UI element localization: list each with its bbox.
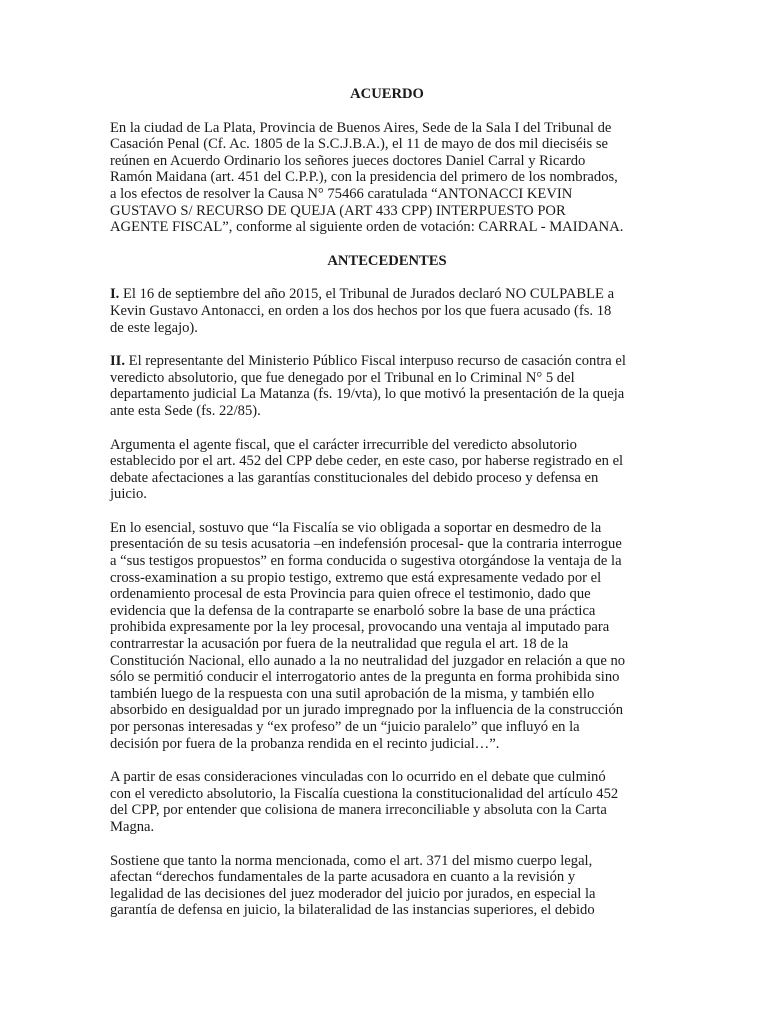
text-line: Casación Penal (Cf. Ac. 1805 de la S.C.J.B.A.), el 11 de mayo de dos mil dieciséis se bbox=[110, 136, 608, 153]
sostiene-paragraph bbox=[110, 853, 658, 919]
text-line: también luego de la respuesta con una sutil aprobación de la misma, y también ello bbox=[110, 685, 595, 702]
text-line: ante esta Sede (fs. 22/85). bbox=[110, 402, 261, 419]
partir-paragraph bbox=[110, 769, 658, 835]
intro-paragraph bbox=[110, 120, 658, 236]
text-line: absorbido en desigualdad por un jurado impregnado por la influencia de la construcción bbox=[110, 702, 624, 719]
text-line bbox=[110, 286, 658, 303]
text-line: a los efectos de resolver la Causa N° 75466 caratulada “ANTONACCI KEVIN bbox=[110, 185, 573, 202]
text-line: a “sus testigos propuestos” en forma conducida o sugestiva otorgándose la ventaja de la bbox=[110, 553, 622, 570]
text-line: con el veredicto absolutorio, la Fiscalía cuestiona la constitucionalidad del artículo 452 bbox=[110, 785, 619, 802]
text-line: cross-examination a su propio testigo, extremo que está expresamente vedado por el bbox=[110, 569, 602, 586]
text-line: reúnen en Acuerdo Ordinario los señores jueces doctores Daniel Carral y Ricardo bbox=[110, 152, 586, 169]
text-line: decisión por fuera de la probanza rendida en el recinto judicial…”. bbox=[110, 735, 500, 752]
text-line: Magna. bbox=[110, 818, 155, 835]
text-line: Kevin Gustavo Antonacci, en orden a los dos hechos por los que fuera acusado (fs. 18 bbox=[110, 302, 612, 319]
text-line: legalidad de las decisiones del juez moderador del juicio por jurados, en especial la bbox=[110, 885, 596, 902]
document-title: ACUERDO bbox=[350, 86, 424, 102]
document-body bbox=[110, 86, 658, 936]
text-line: presentación de su tesis acusatoria –en indefensión procesal- que la contraria interrogue bbox=[110, 536, 622, 553]
text-line: Ramón Maidana (art. 451 del C.P.P.), con la presidencia del primero de los nombrados, bbox=[110, 169, 618, 186]
text-line: del CPP, por entender que colisiona de manera irreconciliable y absoluta con la Carta bbox=[110, 802, 607, 819]
text-line: garantía de defensa en juicio, la bilateralidad de las instancias superiores, el debido bbox=[110, 902, 595, 919]
item-text: El 16 de septiembre del año 2015, el Tribunal de Jurados declaró NO CULPABLE a bbox=[119, 286, 615, 303]
text-line: departamento judicial La Matanza (fs. 19/vta), lo que motivó la presentación de la queja bbox=[110, 386, 625, 403]
text-line: En lo esencial, sostuvo que “la Fiscalía se vio obligada a soportar en desmedro de la bbox=[110, 519, 602, 536]
text-line: juicio. bbox=[110, 486, 147, 503]
text-line: debate afectaciones a las garantías constitucionales del debido proceso y defensa en bbox=[110, 469, 599, 486]
text-line: por personas interesadas y “ex profeso” de un “juicio paralelo” que influyó en la bbox=[110, 719, 580, 735]
text-line: AGENTE FISCAL”, conforme al siguiente orden de votación: CARRAL - MAIDANA. bbox=[110, 219, 624, 236]
text-line: de este legajo). bbox=[110, 319, 198, 336]
text-line: Argumenta el agente fiscal, que el carácter irrecurrible del veredicto absolutorio bbox=[110, 436, 577, 453]
text-line: ordenamiento procesal de esta Provincia para quien ofrece el testimonio, dado que bbox=[110, 586, 591, 603]
text-line: sólo se permitió conducir el interrogatorio antes de la pregunta en forma prohibida sino bbox=[110, 669, 620, 686]
item-number: II. bbox=[110, 353, 126, 370]
text-line: contrarrestar la acusación por fuera de la neutralidad que regula el art. 18 de la bbox=[110, 636, 569, 653]
text-line: En la ciudad de La Plata, Provincia de Buenos Aires, Sede de la Sala I del Tribunal de bbox=[110, 119, 612, 136]
text-line: GUSTAVO S/ RECURSO DE QUEJA (ART 433 CPP) INTERPUESTO POR bbox=[110, 202, 566, 219]
text-line: afectan “derechos fundamentales de la parte acusadora en cuanto a la revisión y bbox=[110, 869, 576, 886]
item-ii-paragraph bbox=[110, 353, 658, 419]
text-line bbox=[110, 353, 658, 370]
text-line: veredicto absolutorio, que fue denegado por el Tribunal en lo Criminal N° 5 del bbox=[110, 369, 575, 386]
esencial-paragraph bbox=[110, 520, 658, 752]
text-line: prohibida expresamente por la ley procesal, provocando una ventaja al imputado para bbox=[110, 619, 610, 636]
argumenta-paragraph bbox=[110, 437, 658, 503]
text-line: evidencia que la defensa de la contraparte se enarboló sobre la base de una práctica bbox=[110, 602, 596, 619]
item-i-paragraph bbox=[110, 286, 658, 336]
text-line: A partir de esas consideraciones vinculadas con lo ocurrido en el debate que culminó bbox=[110, 769, 606, 786]
text-line: establecido por el art. 452 del CPP debe ceder, en este caso, por haberse registrado en el bbox=[110, 453, 624, 470]
text-line: Sostiene que tanto la norma mencionada, como el art. 371 del mismo cuerpo legal, bbox=[110, 852, 593, 869]
section-title: ANTECEDENTES bbox=[327, 252, 447, 269]
item-text: El representante del Ministerio Público Fiscal interpuso recurso de casación contra el bbox=[125, 353, 626, 370]
item-number: I. bbox=[110, 286, 120, 303]
text-line: Constitución Nacional, ello aunado a la no neutralidad del juzgador en relación a que no bbox=[110, 652, 626, 669]
